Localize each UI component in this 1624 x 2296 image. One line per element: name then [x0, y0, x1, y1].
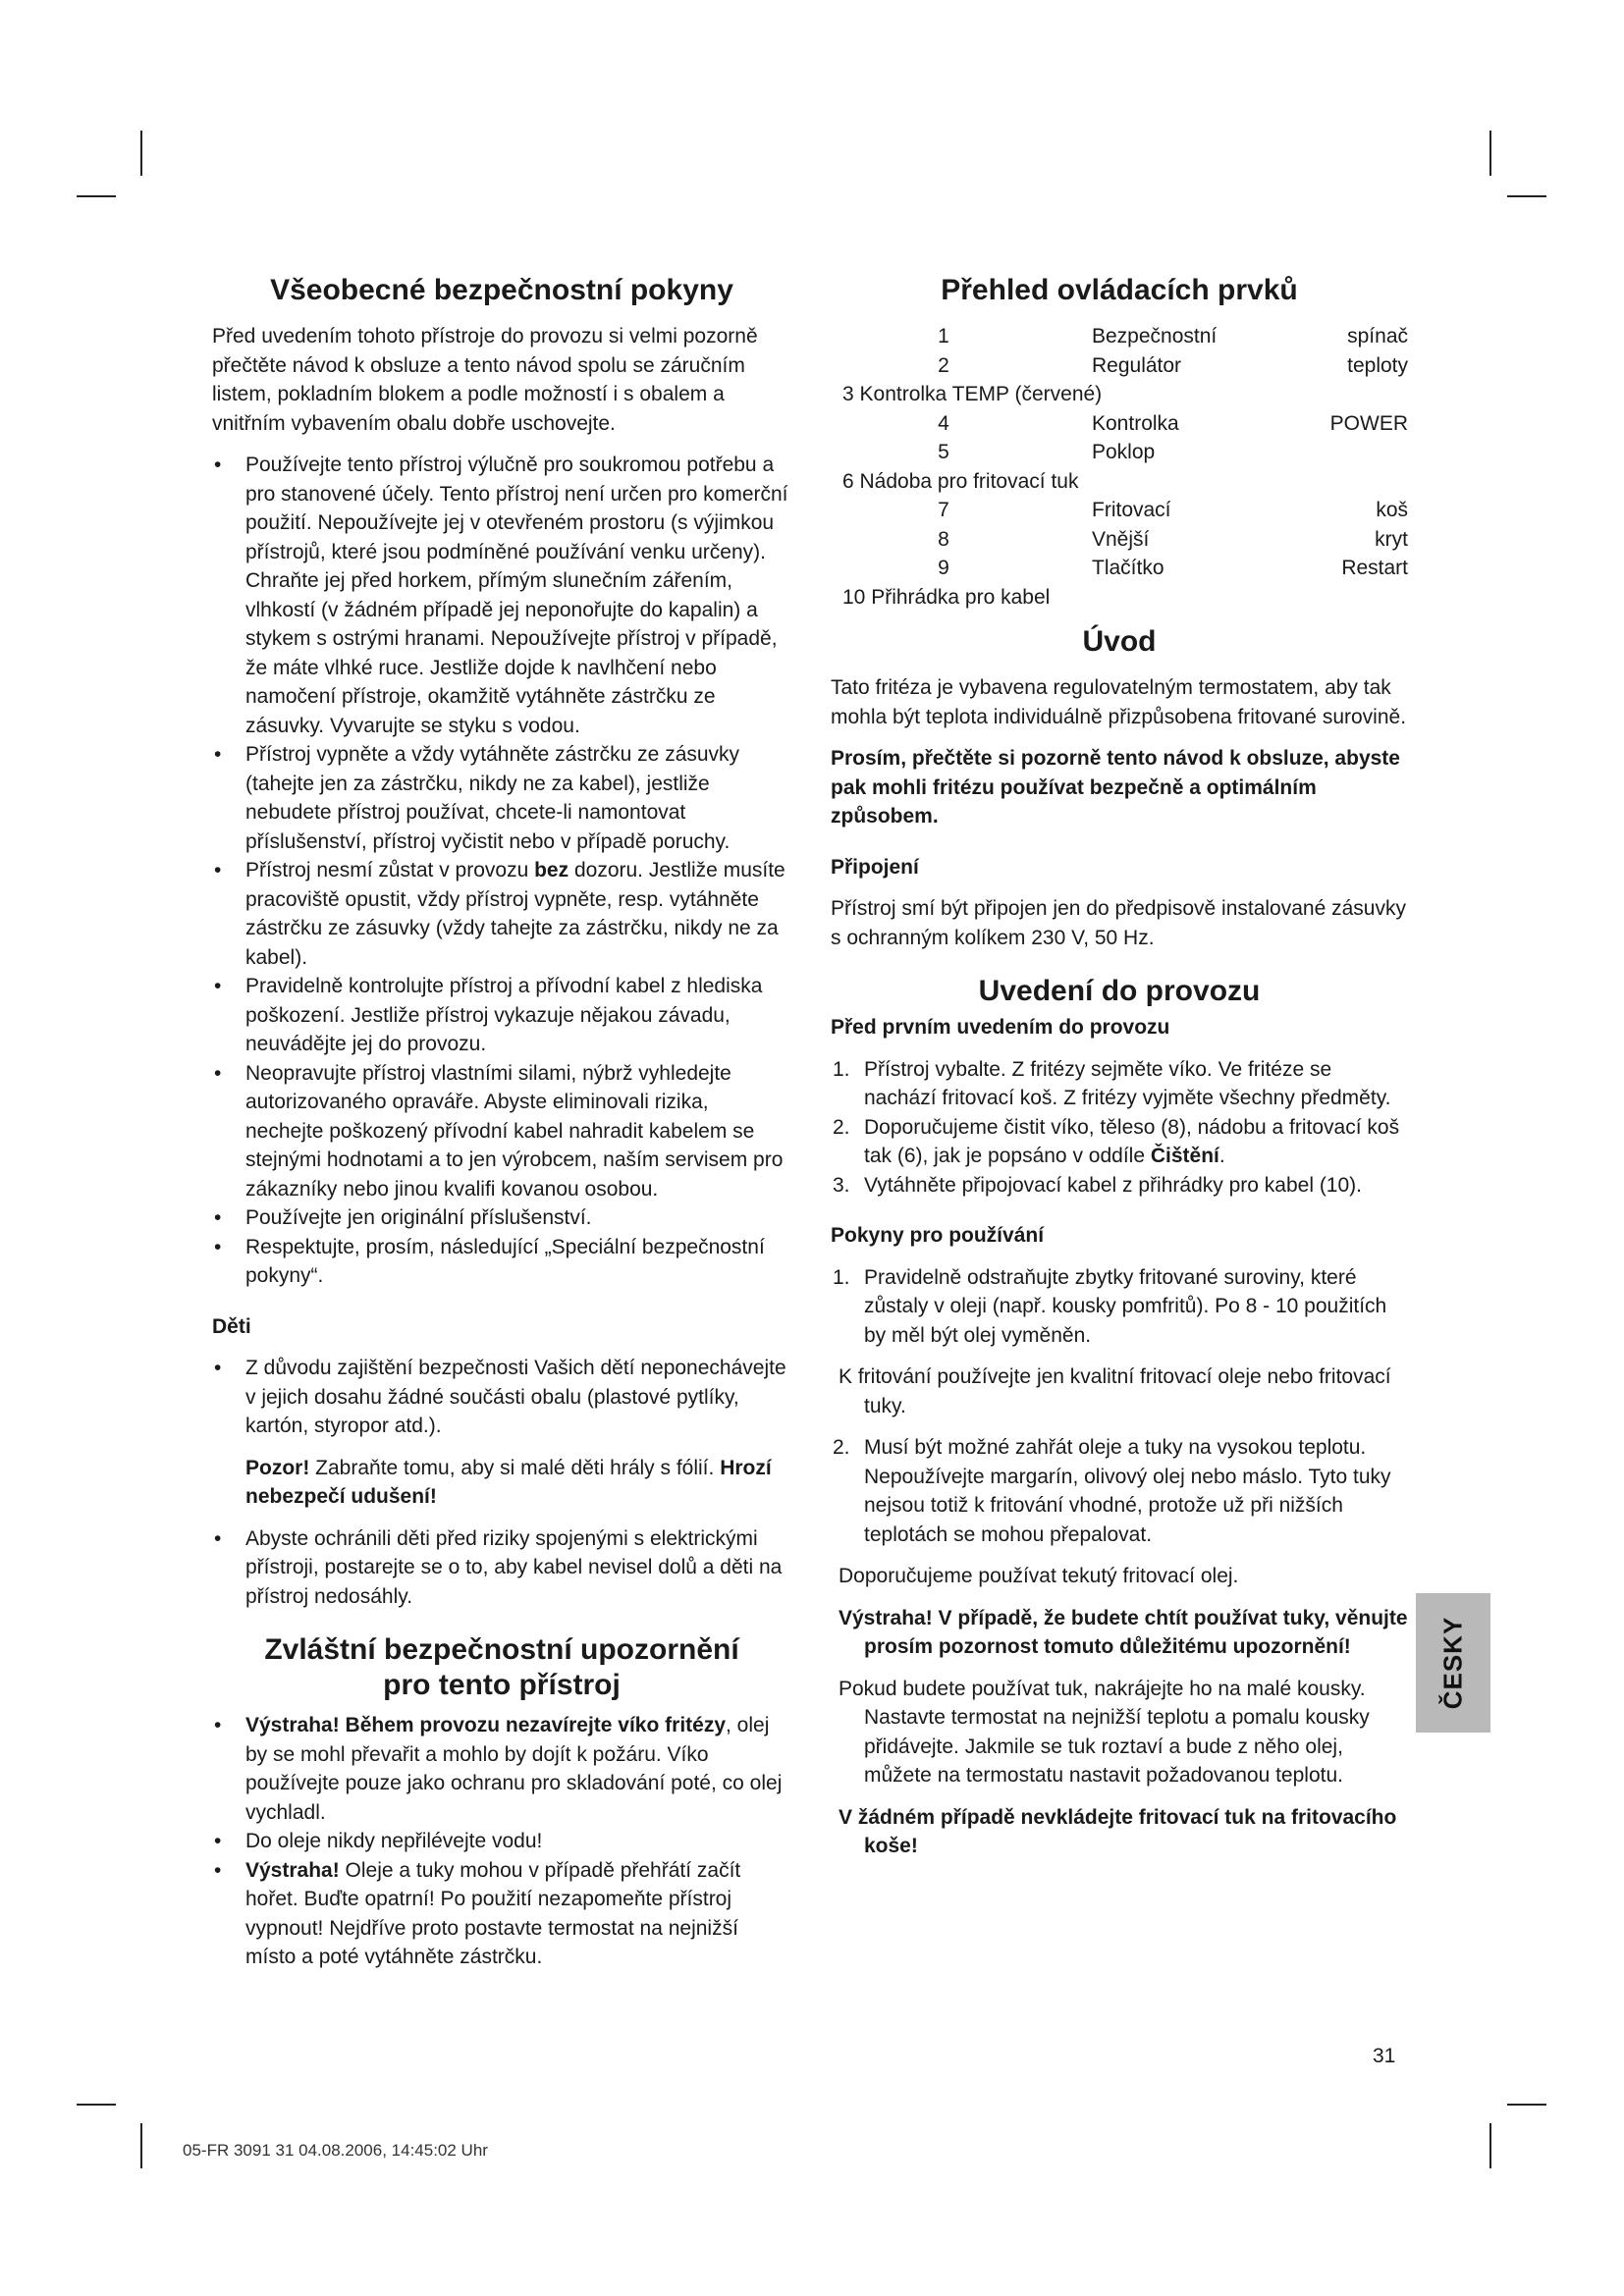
crop-mark — [140, 2123, 142, 2168]
usage-title: Pokyny pro používání — [831, 1224, 1045, 1247]
usage-fat: Pokud budete používat tuk, nakrájejte ho na malé kousky. Nastavte termostat na nejnižší teplotu a pomalu kousky přidávejte. Jakmile se tuk roztaví a bude z něho olej, můžete na termostatu nastavit požadovanou teplotu. — [839, 1677, 1370, 1787]
list-item: • Respektujte, prosím, následující „Speciální bezpečnostní pokyny“. — [212, 1233, 791, 1291]
overview-title: Přehled ovládacích prvků — [941, 274, 1298, 306]
usage-note: K fritování používejte jen kvalitní fritovací oleje nebo fritovací tuky. — [839, 1365, 1391, 1417]
special-title: Zvláštní bezpečnostní upozornění pro tento přístroj — [264, 1633, 739, 1701]
intro-text: Tato fritéza je vybavena regulovatelným termostatem, aby tak mohla být teplota individuálně přizpůsobena fritované surovině. — [831, 676, 1407, 728]
list-item: • Výstraha! Během provozu nezavírejte víko fritézy, olej by se mohl převařit a mohlo by dojít k požáru. Víko používejte pouze jako ochranu pro skladování poté, co olej vychladl. — [212, 1711, 791, 1827]
overview-row: 5 Poklop — [938, 441, 1156, 463]
children-title: Děti — [212, 1314, 251, 1338]
first-use-list — [831, 1055, 1408, 1201]
overview-row: 7 Fritovací koš — [938, 499, 1408, 521]
list-item: • Pravidelně kontrolujte přístroj a přívodní kabel z hlediska poškození. Jestliže přístroj vykazuje nějakou závadu, neuvádějte jej do provozu. — [212, 972, 791, 1059]
list-item: • Přístroj nesmí zůstat v provozu bez dozoru. Jestliže musíte pracoviště opustit, vždy přístroj vypněte, resp. vytáhněte zástrčku ze zásuvky (vždy tahejte za zástrčku, nikdy ne za kabel). — [212, 856, 791, 972]
crop-mark — [1507, 195, 1546, 197]
list-item: • Do oleje nikdy nepřilévejte vodu! — [212, 1827, 791, 1856]
children-list — [212, 1354, 791, 1441]
language-tab: ČESKY — [1416, 1593, 1490, 1733]
list-item: • Přístroj vypněte a vždy vytáhněte zástrčku ze zásuvky (tahejte jen za zástrčku, nikdy ne za kabel), jestliže nebudete přístroj používat, chcete-li namontovat příslušenství, přístroj vyčistit nebo v případě poruchy. — [212, 740, 791, 856]
list-item: 2. Musí být možné zahřát oleje a tuky na vysokou teplotu. Nepoužívejte margarín, olivový olej nebo máslo. Tyto tuky nejsou totiž k fritování vhodné, protože už při nižších teplotách se mohou přepalovat. — [833, 1436, 1391, 1546]
crop-mark — [77, 2104, 116, 2106]
print-footer: 05-FR 3091 31 04.08.2006, 14:45:02 Uhr — [183, 2141, 488, 2160]
list-item: • Z důvodu zajištění bezpečnosti Vašich dětí neponechávejte v jejich dosahu žádné součásti obalu (plastové pytlíky, kartón, styropor atd.). — [212, 1354, 791, 1441]
list-item: • Používejte tento přístroj výlučně pro soukromou potřebu a pro stanovené účely. Tento přístroj není určen pro komerční použití. Nepoužívejte jej v otevřeném prostoru (s výjimkou přístrojů, které jsou podmíněné používání venku určeny). Chraňte jej před horkem, přímým slunečním zářením, vlhkostí (v žádném případě jej neponořujte do kapalin) a stykem s ostrými hranami. Nepoužívejte přístroj v případě, že máte vlhké ruce. Jestliže dojde k navlhčení nebo namočení přístroje, okamžitě vytáhněte zástrčku ze zásuvky. Vyvarujte se styku s vodou. — [212, 451, 791, 740]
start-title: Uvedení do provozu — [978, 975, 1261, 1007]
list-item: 2. Doporučujeme čistit víko, těleso (8), nádobu a fritovací koš tak (6), jak je popsáno v oddíle Čištění. — [833, 1115, 1400, 1167]
list-item: 1. Pravidelně odstraňujte zbytky fritované suroviny, které zůstaly v oleji (např. kousky pomfritů). Po 8 - 10 použitích by měl být olej vyměněn. — [833, 1265, 1387, 1347]
crop-mark — [1507, 2104, 1546, 2106]
overview-table — [831, 322, 1408, 612]
overview-row: 1 Bezpečnostní spínač — [938, 325, 1408, 347]
overview-row: 8 Vnější kryt — [938, 527, 1408, 551]
first-use-title: Před prvním uvedením do provozu — [831, 1016, 1170, 1039]
overview-row: 10 Přihrádka pro kabel — [842, 585, 1051, 609]
safety-title: Všeobecné bezpečnostní pokyny — [270, 274, 733, 306]
list-item: • Neopravujte přístroj vlastními silami, nýbrž vyhledejte autorizovaného opraváře. Abyste eliminovali rizika, nechejte poškozený přívodní kabel nahradit kabelem se stejnými hodnotami a to jen výrobcem, naším servisem pro zákazníky nebo jinou kvalifi kovanou osobou. — [212, 1059, 791, 1204]
list-item: • Abyste ochránili děti před riziky spojenými s elektrickými přístroji, postarejte se o to, aby kabel nevisel dolů a děti na přístroj nedosáhly. — [212, 1524, 791, 1612]
usage-list-2 — [831, 1433, 1408, 1549]
overview-row: 6 Nádoba pro fritovací tuk — [842, 469, 1079, 493]
overview-row: 9 Tlačítko Restart — [938, 557, 1408, 579]
list-item: 3. Vytáhněte připojovací kabel z přihrádky pro kabel (10). — [833, 1173, 1362, 1197]
usage-final-warning: V žádném případě nevkládejte fritovací tuk na fritovacího koše! — [839, 1805, 1397, 1857]
usage-recommendation: Doporučujeme používat tekutý fritovací olej. — [839, 1565, 1239, 1587]
connect-text: Přístroj smí být připojen jen do předpisově instalované zásuvky s ochranným kolíkem 230 V, 50 Hz. — [831, 897, 1406, 949]
children-warning: Pozor! Zabraňte tomu, aby si malé děti hrály s fólií. Hrozí nebezpečí udušení! — [245, 1456, 772, 1508]
right-column — [831, 273, 1408, 1861]
left-column — [212, 273, 791, 1972]
usage-list — [831, 1263, 1408, 1351]
crop-mark — [77, 195, 116, 197]
safety-intro: Před uvedením tohoto přístroje do provozu si velmi pozorně přečtěte návod k obsluze a tento návod spolu se záručním listem, pokladním blokem a podle možností i s obalem a vnitřním vybavením obalu dobře uschovejte. — [212, 325, 758, 435]
crop-mark — [1489, 2123, 1491, 2168]
intro-bold: Prosím, přečtěte si pozorně tento návod k obsluze, abyste pak mohli fritézu používat bezpečně a optimálním způsobem. — [831, 747, 1400, 828]
list-item: 1. Přístroj vybalte. Z fritézy sejměte víko. Ve fritéze se nachází fritovací koš. Z fritézy vyjměte všechny předměty. — [833, 1057, 1391, 1109]
overview-row: 4 Kontrolka POWER — [938, 411, 1408, 435]
overview-row: 2 Regulátor teploty — [938, 353, 1408, 377]
crop-mark — [1489, 131, 1491, 176]
connect-title: Připojení — [831, 855, 919, 879]
overview-row: 3 Kontrolka TEMP (červené) — [842, 383, 1103, 405]
list-item: • Používejte jen originální příslušenství. — [212, 1203, 791, 1233]
usage-warning: Výstraha! V případě, že budete chtít používat tuky, věnujte prosím pozornost tomuto důležitému upozornění! — [839, 1606, 1408, 1658]
intro-title: Úvod — [1082, 625, 1157, 658]
list-item: • Výstraha! Oleje a tuky mohou v případě přehřátí začít hořet. Buďte opatrní! Po použití nezapomeňte přístroj vypnout! Nejdříve proto postavte termostat na nejnižší místo a poté vytáhněte zástrčku. — [212, 1856, 791, 1972]
special-list — [212, 1711, 791, 1972]
page-number: 31 — [1373, 2045, 1396, 2067]
children-list-2 — [212, 1524, 791, 1612]
crop-mark — [140, 131, 142, 176]
safety-list — [212, 451, 791, 1291]
